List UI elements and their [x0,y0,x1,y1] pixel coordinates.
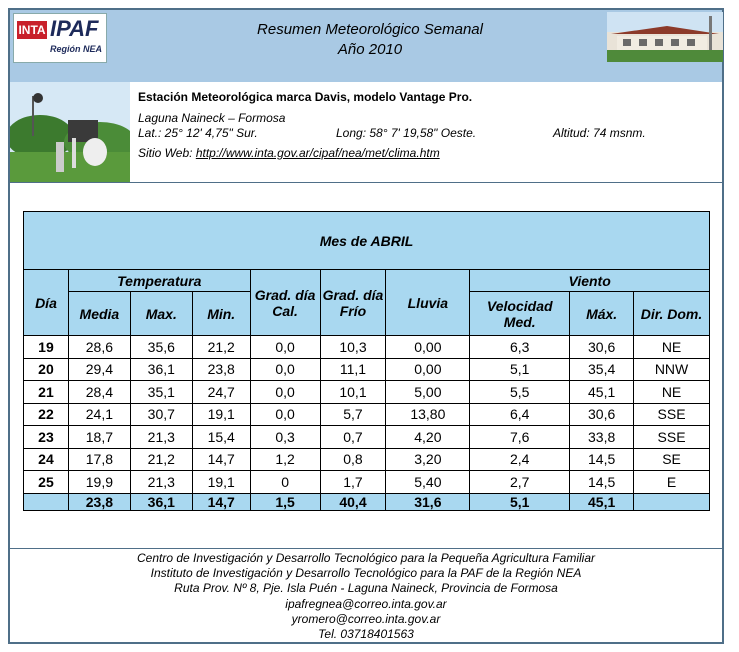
day-cell: 23 [24,426,69,449]
table-cell: SSE [634,426,710,449]
station-latitude: Lat.: 25° 12' 4,75" Sur. [138,126,258,140]
website-link[interactable]: http://www.inta.gov.ar/cipaf/nea/met/clima.htm [195,146,440,160]
table-cell: NE [634,381,710,404]
ipaf-logo [13,13,107,63]
table-cell: 45,1 [570,381,634,404]
col-direccion: Dir. Dom. [634,292,710,336]
footer [10,551,722,642]
col-lluvia: Lluvia [386,270,470,336]
table-cell: 5,40 [386,471,470,494]
table-cell: 10,1 [320,381,386,404]
table-cell: 28,6 [68,336,130,359]
totals-row [24,493,710,510]
table-cell: 2,4 [470,448,570,471]
day-cell: 22 [24,403,69,426]
table-cell: 5,1 [470,358,570,381]
table-cell: NNW [634,358,710,381]
table-cell: NE [634,336,710,359]
table-cell: 30,7 [130,403,192,426]
group-viento: Viento [470,270,710,292]
table-cell: E [634,471,710,494]
footer-line-3: Ruta Prov. Nº 8, Pje. Isla Puén - Laguna Naineck, Provincia de Formosa [174,581,558,596]
table-row [24,358,710,381]
day-cell: 19 [24,336,69,359]
table-cell: 7,6 [470,426,570,449]
table-cell: 45,1 [570,493,634,510]
table-cell: 0,00 [386,358,470,381]
table-cell: 6,3 [470,336,570,359]
table-cell: 11,1 [320,358,386,381]
table-cell: 35,4 [570,358,634,381]
table-row [24,471,710,494]
table-cell: 31,6 [386,493,470,510]
table-cell: 3,20 [386,448,470,471]
day-cell: 20 [24,358,69,381]
table-row [24,426,710,449]
station-longitude: Long: 58° 7' 19,58" Oeste. [336,126,477,140]
table-cell: 0,7 [320,426,386,449]
group-temperatura: Temperatura [68,270,250,292]
totals-blank [24,493,69,510]
table-cell: 18,7 [68,426,130,449]
footer-email-2: yromero@correo.inta.gov.ar [291,611,441,626]
table-cell: 33,8 [570,426,634,449]
table-cell: 0,0 [250,358,320,381]
divider [10,182,722,183]
table-cell: 5,1 [470,493,570,510]
day-cell: 24 [24,448,69,471]
table-cell: 40,4 [320,493,386,510]
table-cell: 21,2 [130,448,192,471]
table-cell: 23,8 [68,493,130,510]
table-cell: SE [634,448,710,471]
footer-line-2: Instituto de Investigación y Desarrollo Tecnológico para la PAF de la Región NEA [150,566,582,581]
table-cell: 19,9 [68,471,130,494]
table-cell: 23,8 [192,358,250,381]
day-cell: 25 [24,471,69,494]
footer-email-1: ipafregnea@correo.inta.gov.ar [285,596,447,611]
table-cell: 0 [250,471,320,494]
inta-logo-mark: INTA [18,23,46,37]
ipaf-logo-text: IPAF [50,16,99,41]
table-cell: 13,80 [386,403,470,426]
table-row [24,336,710,359]
table-cell: 0,3 [250,426,320,449]
table-cell: 0,00 [386,336,470,359]
table-cell: 1,7 [320,471,386,494]
col-min: Min. [192,292,250,336]
table-cell: 30,6 [570,336,634,359]
table-cell: 14,7 [192,493,250,510]
table-cell: 30,6 [570,403,634,426]
col-velocidad: Velocidad Med. [470,292,570,336]
table-cell: 21,2 [192,336,250,359]
table-cell: 2,7 [470,471,570,494]
table-cell: 19,1 [192,471,250,494]
table-cell: 15,4 [192,426,250,449]
table-cell: 1,5 [250,493,320,510]
table-cell: 14,7 [192,448,250,471]
col-max: Max. [130,292,192,336]
day-cell: 21 [24,381,69,404]
table-cell: 4,20 [386,426,470,449]
region-logo-text: Región NEA [50,44,103,54]
table-cell: 5,7 [320,403,386,426]
station-name: Estación Meteorológica marca Davis, modelo Vantage Pro. [138,90,473,104]
station-location: Laguna Naineck – Formosa [138,111,286,125]
table-cell: 0,0 [250,381,320,404]
weather-station-photo [10,82,130,182]
table-cell: 29,4 [68,358,130,381]
table-cell: 19,1 [192,403,250,426]
col-media: Media [68,292,130,336]
building-photo [607,12,723,62]
table-cell: 21,3 [130,426,192,449]
table-row [24,448,710,471]
table-cell: SSE [634,403,710,426]
col-grad-cal: Grad. día Cal. [250,270,320,336]
table-cell: 14,5 [570,471,634,494]
table-cell: 0,0 [250,336,320,359]
table-cell: 36,1 [130,493,192,510]
col-dia: Día [24,270,69,336]
table-cell: 5,00 [386,381,470,404]
table-cell: 35,6 [130,336,192,359]
table-cell: 24,7 [192,381,250,404]
table-cell: 17,8 [68,448,130,471]
table-cell: 5,5 [470,381,570,404]
table-cell: 14,5 [570,448,634,471]
table-cell: 36,1 [130,358,192,381]
weather-table [23,211,710,511]
table-cell: 6,4 [470,403,570,426]
table-cell: 24,1 [68,403,130,426]
col-grad-frio: Grad. día Frío [320,270,386,336]
table-cell: 10,3 [320,336,386,359]
table-cell: 0,0 [250,403,320,426]
table-cell: 0,8 [320,448,386,471]
title-line-1: Resumen Meteorológico Semanal [257,21,483,38]
station-altitude: Altitud: 74 msnm. [553,126,646,140]
title-line-2: Año 2010 [337,41,403,58]
col-viento-max: Máx. [570,292,634,336]
table-cell: 1,2 [250,448,320,471]
station-website [138,146,440,160]
footer-line-1: Centro de Investigación y Desarrollo Tecnológico para la Pequeña Agricultura Familiar [136,551,596,565]
page-title [200,20,540,60]
table-cell: 35,1 [130,381,192,404]
divider [10,548,722,549]
table-row [24,403,710,426]
table-cell: 21,3 [130,471,192,494]
table-cell [634,493,710,510]
month-title: Mes de ABRIL [24,212,710,270]
table-cell: 28,4 [68,381,130,404]
website-label: Sitio Web: [138,146,193,160]
table-row [24,381,710,404]
footer-phone: Tel. 03718401563 [318,627,414,642]
